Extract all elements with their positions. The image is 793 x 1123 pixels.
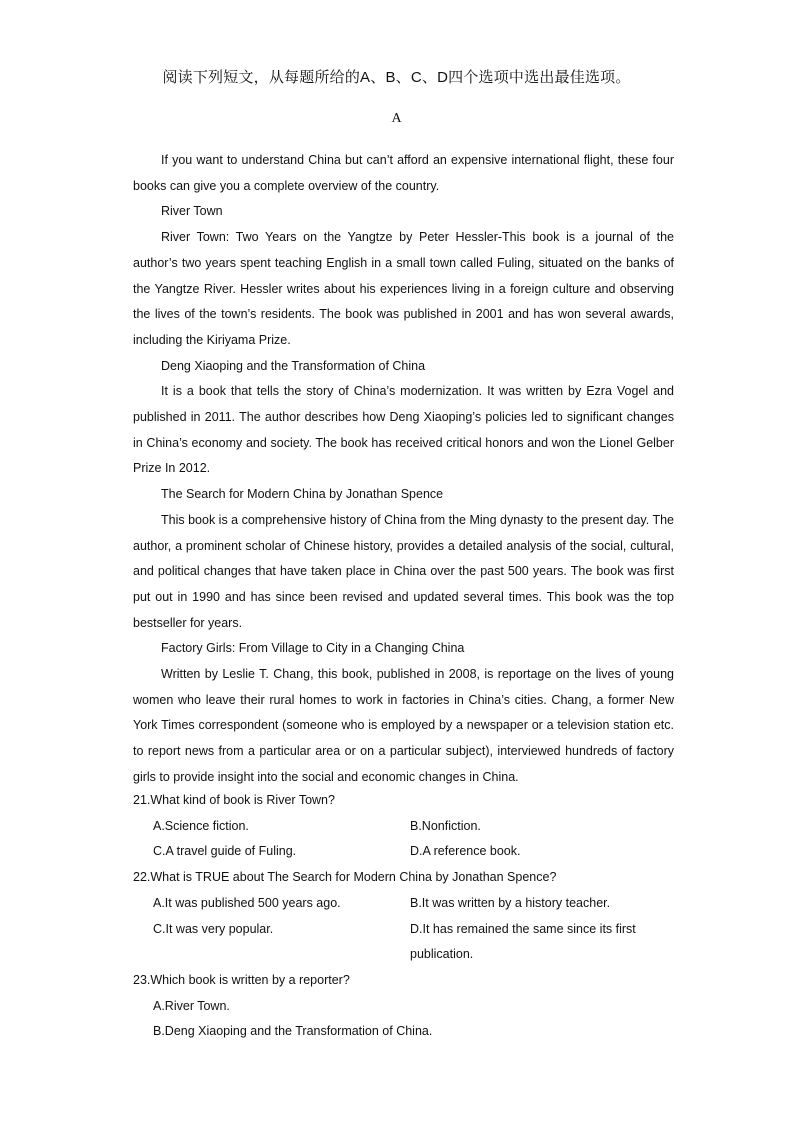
book-description: River Town: Two Years on the Yangtze by Peter Hessler-This book is a journal of the author’s two years spent teaching English in a small town called Fuling, situated on the banks of the Yangtze River. Hessler writes about his experiences living in a foreign culture and observing the lives of the town’s residents. The book was published in 2001 and has won several awards, including the Kiriyama Prize. xyxy=(133,230,674,347)
option-b: B.Nonfiction. xyxy=(410,818,481,833)
book-description: Written by Leslie T. Chang, this book, published in 2008, is reportage on the lives of young women who leave their rural homes to work in factories in China’s cities. Chang, a former New York Times correspondent (someone who is employed by a newspaper or a television station etc. to report news from a particular area or on a particular subject), interviewed hundreds of factory girls to provide insight into the social and economic changes in China. xyxy=(133,667,674,784)
passage xyxy=(133,148,674,791)
instruction-text: 阅读下列短文，从每题所给的A、B、C、D四个选项中选出最佳选项。 xyxy=(162,69,631,86)
option-b: B.It was written by a history teacher. xyxy=(410,895,611,910)
option-a: A.It was published 500 years ago. xyxy=(153,895,341,910)
option-b: B.Deng Xiaoping and the Transformation of China. xyxy=(153,1024,433,1039)
question-stem: 23.Which book is written by a reporter? xyxy=(133,972,350,987)
option-d: D.A reference book. xyxy=(410,844,521,859)
question-stem: 22.What is TRUE about The Search for Modern China by Jonathan Spence? xyxy=(133,870,557,885)
book-heading: Deng Xiaoping and the Transformation of China xyxy=(161,358,426,373)
option-row xyxy=(133,814,693,840)
book-heading: Factory Girls: From Village to City in a Changing China xyxy=(161,641,465,656)
option-c: C.It was very popular. xyxy=(153,921,274,936)
option-d: D.It has remained the same since its first publication. xyxy=(410,921,636,962)
book-heading: River Town xyxy=(161,204,223,219)
option-row xyxy=(133,839,693,865)
passage-intro: If you want to understand China but can’t afford an expensive international flight, these four books can give you a complete overview of the country. xyxy=(133,153,674,193)
book-description: It is a book that tells the story of China’s modernization. It was written by Ezra Vogel and published in 2011. The author describes how Deng Xiaoping’s policies led to significant changes in China’s economy and society. The book has received critical honors and won the Lionel Gelber Prize In 2012. xyxy=(133,384,674,476)
option-a: A.Science fiction. xyxy=(153,818,249,833)
option-a: A.River Town. xyxy=(153,998,230,1013)
book-description: This book is a comprehensive history of China from the Ming dynasty to the present day. The author, a prominent scholar of Chinese history, provides a detailed analysis of the social, cultural, and political changes that have taken place in China over the past 500 years. The book was first put out in 1990 and has since been revised and updated several times. This book was the top bestseller for years. xyxy=(133,512,674,630)
book-heading: The Search for Modern China by Jonathan Spence xyxy=(161,487,444,502)
option-c: C.A travel guide of Fuling. xyxy=(153,844,297,859)
option-row xyxy=(133,891,693,917)
section-label: A xyxy=(391,111,402,126)
question-list xyxy=(133,788,693,1045)
option-row xyxy=(133,917,693,968)
question-stem: 21.What kind of book is River Town? xyxy=(133,793,335,807)
